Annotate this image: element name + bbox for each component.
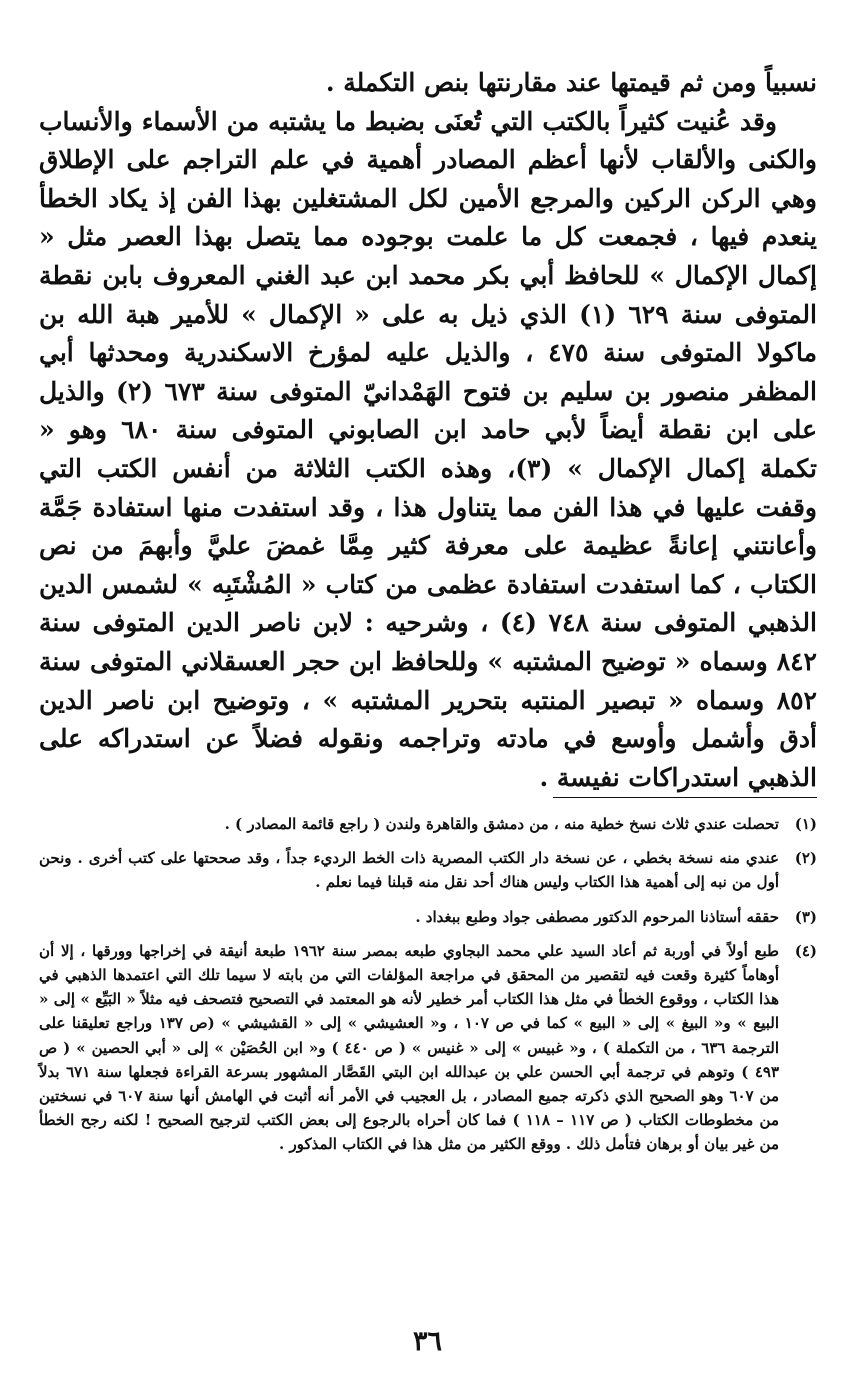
footnote-text: تحصلت عندي ثلاث نسخ خطية منه ، من دمشق والقاهرة ولندن ( راجع قائمة المصادر ) . [224,815,779,833]
footnote-3 [39,905,817,929]
footnote-4 [39,939,817,1157]
footnote-text: طبع أولاً في أوربة ثم أعاد السيد علي محمد البجاوي طبعه بمصر سنة ١٩٦٢ طبعة أنيقة في إخراجها وورقها ، إلا أن أوهاماً كثيرة وقعت فيه لتقصير من المحقق في مراجعة المؤلفات التي من بابته لا سيما تلك التي اعتمدها الذهبي في هذا الكتاب ، ووقوع الخطأ في مثل هذا الكتاب أمر خطير لأنه هو المعتمد في التصحيح فتصحف فيه مثلاً « البَيِّع » إلى « البيع » و« البيغ » إلى « البيع » كما في ص ١٠٧ ، و« العشيشي » إلى « القشيشي » (ص ١٣٧ وراجع تعليقنا على الترجمة ٦٣٦ ، من التكملة ) ، و« غبيس » إلى « غنيس » ( ص ٤٤٠ ) و« ابن الحُصَيْن » إلى « أبي الحصين » ( ص ٤٩٣ ) وتوهم في ترجمة أبي الحسن علي بن عبدالله ابن البتي القَصَّار المشهور بسرعة القراءة فجعلها سنة ٦٧١ بدلاً من ٦٠٧ وهو الصحيح الذي ذكرته جميع المصادر ، بل العجيب في الأمر أنه أثبت في الهامش أنها سنة ٦٠٧ في نسختين من مخطوطات الكتاب ( ص ١١٧ – ١١٨ ) فما كان أحراه بالرجوع إلى بعض الكتب لترجيح الصحيح ! لكنه رجح الخطأ من غير بيان أو برهان فتأمل ذلك . ووقع الكثير من مثل هذا في الكتاب المذكور . [39,941,779,1154]
paragraph-main: وقد عُنيت كثيراً بالكتب التي تُعنَى بضبط ما يشتبه من الأسماء والأنساب والكنى والألقاب لأنها أعظم المصادر أهمية في علم التراجم على الإطلاق وهي الركن الركين والمرجع الأمين لكل المشتغلين بهذا الفن إذ يكاد الخطأ ينعدم فيها ، فجمعت كل ما علمت بوجوده مما يتصل بهذا العصر مثل « إكمال الإكمال » للحافظ أبي بكر محمد ابن عبد الغني المعروف بابن نقطة المتوفى سنة ٦٢٩ (١) الذي ذيل به على « الإكمال » للأمير هبة الله بن ماكولا المتوفى سنة ٤٧٥ ، والذيل عليه لمؤرخ الاسكندرية ومحدثها أبي المظفر منصور بن سليم بن فتوح الهَمْدانيّ المتوفى سنة ٦٧٣ (٢) والذيل على ابن نقطة أيضاً لأبي حامد ابن الصابوني المتوفى سنة ٦٨٠ وهو « تكملة إكمال الإكمال » (٣)، وهذه الكتب الثلاثة من أنفس الكتب التي وقفت عليها في هذا الفن مما يتناول هذا ، وقد استفدت منها استفادة جَمَّة وأعانتني إعانةً عظيمة على معرفة كثير مِمَّا غمضَ عليَّ وأبهمَ من نص الكتاب ، كما استفدت استفادة عظمى من كتاب « المُشْتَبِه » لشمس الدين الذهبي المتوفى سنة ٧٤٨ (٤) ، وشرحيه : لابن ناصر الدين المتوفى سنة ٨٤٢ وسماه « توضيح المشتبه » وللحافظ ابن حجر العسقلاني المتوفى سنة ٨٥٢ وسماه « تبصير المنتبه بتحرير المشتبه » ، وتوضيح ابن ناصر الدين أدق وأشمل وأوسع في مادته وتراجمه ونقوله فضلاً عن استدراكه على الذهبي استدراكات نفيسة . [39,106,817,792]
footnote-2 [39,846,817,894]
footnotes [39,812,817,1157]
footnote-number: (٤) [794,941,817,960]
paragraph-continuation: نسبياً ومن ثم قيمتها عند مقارنتها بنص التكملة . [325,68,817,97]
footnote-number: (٢) [794,849,817,868]
page-number: ٣٦ [412,1326,442,1357]
footnote-1 [39,812,817,836]
footnote-text: عندي منه نسخة بخطي ، عن نسخة دار الكتب المصرية ذات الخط الرديء جداً ، وقد صححتها على كتب أخرى . ونحن أول من نبه إلى أهمية هذا الكتاب وليس هناك أحد نقل منه قبلنا فيما نعلم . [39,849,779,892]
footnote-separator [553,797,817,798]
footnote-number: (٣) [794,907,817,926]
footnote-text: حققه أستاذنا المرحوم الدكتور مصطفى جواد وطبع ببغداد . [415,907,779,926]
footnote-number: (١) [794,815,817,833]
main-text [39,64,817,797]
